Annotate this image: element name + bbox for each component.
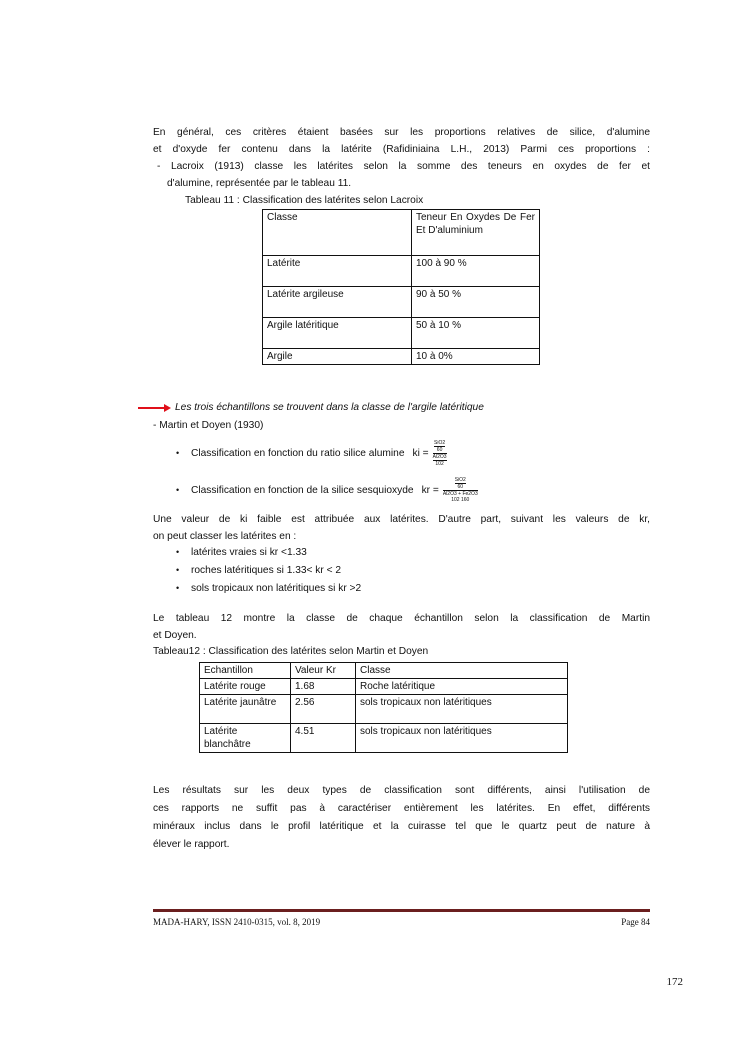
bullet2-text: Classification en fonction de la silice sesquioxyde	[191, 484, 414, 496]
para2-line-2: on peut classer les latérites en :	[153, 531, 297, 542]
conclusion-line-3: minéraux inclus dans le profil latéritique et la cuirasse tel que le quartz peut de nature à	[153, 821, 650, 832]
table-header-cell: Valeur Kr	[291, 663, 356, 679]
ki-numerator	[434, 440, 445, 453]
kr-num-bot: 60	[457, 484, 464, 490]
table-header-cell: Classe	[356, 663, 568, 679]
table-row	[263, 210, 540, 256]
table-cell: 90 à 50 %	[412, 287, 540, 318]
kr-num-top: SiO2	[454, 477, 466, 483]
para3-line-2: et Doyen.	[153, 630, 197, 641]
ki-den-bot: 102	[435, 460, 444, 467]
note-argile: Les trois échantillons se trouvent dans la classe de l'argile latéritique	[175, 402, 484, 413]
kr-den: Al2O3 + Fe2O3	[442, 491, 478, 497]
intro-line-1: En général, ces critères étaient basées sur les proportions relatives de silice, d'alumine	[153, 127, 650, 138]
table11	[262, 209, 540, 365]
class-item-2: roches latéritiques si 1.33< kr < 2	[191, 565, 342, 576]
conclusion-line-2: ces rapports ne suffit pas à caractériser entièrement les latérites. En effet, différents	[153, 803, 650, 814]
bullet-icon: •	[176, 485, 180, 495]
table-cell: Roche latéritique	[356, 679, 568, 695]
table-cell: sols tropicaux non latéritiques	[356, 695, 568, 724]
ki-fraction	[433, 440, 447, 467]
table-cell: 50 à 10 %	[412, 318, 540, 349]
class-item-1: latérites vraies si kr <1.33	[191, 547, 307, 558]
red-arrow-icon	[138, 403, 172, 413]
kr-numerator	[455, 477, 466, 490]
kr-label: kr =	[421, 484, 439, 496]
conclusion-line-4: élever le rapport.	[153, 839, 230, 850]
table-row	[263, 256, 540, 287]
page-number: 172	[666, 976, 683, 988]
footer-journal: MADA-HARY, ISSN 2410-0315, vol. 8, 2019	[153, 917, 321, 927]
martin-heading: - Martin et Doyen (1930)	[153, 420, 264, 431]
table-cell: 2.56	[291, 695, 356, 724]
table-cell: 1.68	[291, 679, 356, 695]
table-cell: Argile latéritique	[263, 318, 412, 349]
bullet-icon: •	[176, 547, 180, 557]
bullet-icon: •	[176, 565, 180, 575]
table-header-cell: Echantillon	[200, 663, 291, 679]
table-cell: Latérite blanchâtre	[200, 724, 291, 753]
kr-den-bot: 102 160	[451, 497, 470, 503]
ki-formula-line	[191, 441, 447, 465]
table-cell: 4.51	[291, 724, 356, 753]
table-cell: Latérite rouge	[200, 679, 291, 695]
intro-line-4: d'alumine, représentée par le tableau 11.	[167, 178, 352, 189]
table-cell: Latérite	[263, 256, 412, 287]
table12-caption: Tableau12 : Classification des latérites selon Martin et Doyen	[153, 646, 429, 657]
table-row	[200, 724, 568, 753]
kr-fraction	[443, 477, 478, 503]
table-row	[263, 287, 540, 318]
intro-line-3: - Lacroix (1913) classe les latérites selon la somme des teneurs en oxydes de fer et	[157, 161, 650, 172]
table-cell: sols tropicaux non latéritiques	[356, 724, 568, 753]
table-cell: Argile	[263, 349, 412, 365]
conclusion-line-1: Les résultats sur les deux types de classification sont différents, ainsi l'utilisation de	[153, 785, 650, 796]
ki-label: ki =	[412, 447, 429, 459]
table-cell: Latérite jaunâtre	[200, 695, 291, 724]
intro-line-2: et d'oxyde fer contenu dans la latérite (Rafidiniaina L.H., 2013) Parmi ces proportions :	[153, 144, 650, 155]
ki-denominator	[433, 454, 447, 467]
bullet-icon: •	[176, 583, 180, 593]
table12	[199, 662, 568, 753]
kr-formula-line	[191, 477, 478, 503]
bullet1-text: Classification en fonction du ratio silice alumine	[191, 447, 405, 459]
table-row	[200, 679, 568, 695]
table-header-cell: Classe	[263, 210, 412, 256]
table-row	[263, 349, 540, 365]
footer-page: Page 84	[621, 917, 650, 927]
ki-num-top: SiO2	[434, 439, 446, 446]
table-cell: 100 à 90 %	[412, 256, 540, 287]
bullet-icon: •	[176, 448, 180, 458]
table-header-cell: Teneur En Oxydes De Fer Et D'aluminium	[412, 210, 540, 256]
table-row	[200, 663, 568, 679]
para2-line-1: Une valeur de ki faible est attribuée aux latérites. D'autre part, suivant les valeurs de kr,	[153, 514, 650, 525]
table-row	[263, 318, 540, 349]
table11-caption: Tableau 11 : Classification des latérites selon Lacroix	[185, 195, 424, 206]
ki-den-top: Al2O3	[432, 453, 447, 460]
class-item-3: sols tropicaux non latéritiques si kr >2	[191, 583, 362, 594]
table-row	[200, 695, 568, 724]
table-cell: 10 à 0%	[412, 349, 540, 365]
para3-line-1: Le tableau 12 montre la classe de chaque échantillon selon la classification de Martin	[153, 613, 650, 624]
table-cell: Latérite argileuse	[263, 287, 412, 318]
ki-num-bot: 60	[436, 446, 443, 453]
footer-rule	[153, 909, 650, 912]
